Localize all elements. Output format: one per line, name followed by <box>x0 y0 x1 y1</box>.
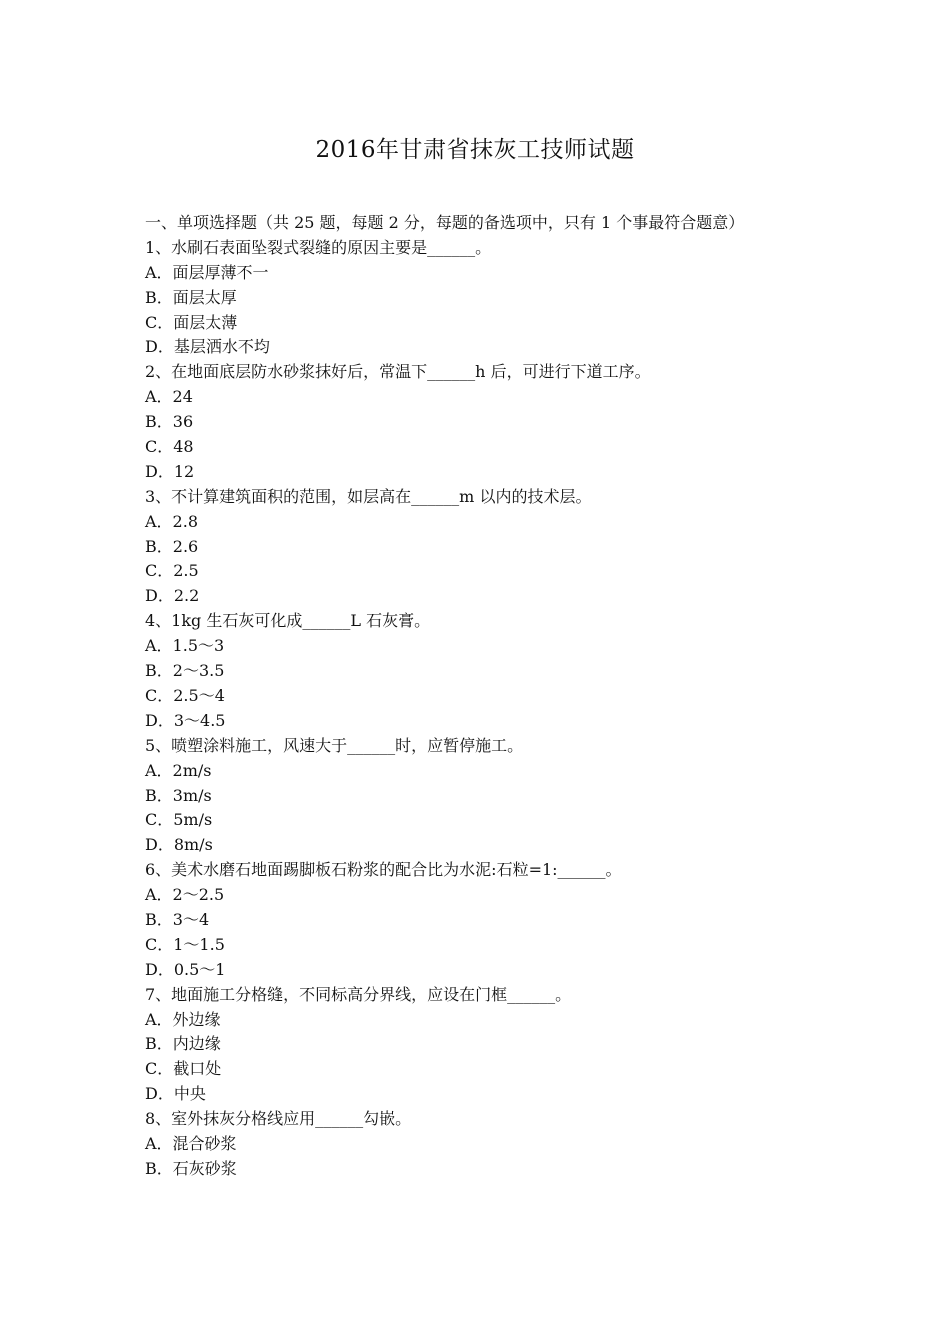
question-stem: 7、地面施工分格缝，不同标高分界线，应设在门框______。 <box>145 984 572 1004</box>
option-d: D．中央 <box>145 1084 206 1104</box>
question-6 <box>145 858 810 982</box>
option-b: B．2～3.5 <box>145 661 225 681</box>
question-4 <box>145 609 810 733</box>
option-a: A．外边缘 <box>145 1009 221 1029</box>
question-stem: 2、在地面底层防水砂浆抹好后，常温下______h 后，可进行下道工序。 <box>145 362 651 382</box>
option-c: C．2.5～4 <box>145 685 225 705</box>
option-d: D．2.2 <box>145 586 200 606</box>
option-b: B．面层太厚 <box>145 287 237 307</box>
question-stem: 1、水刷石表面坠裂式裂缝的原因主要是______。 <box>145 237 492 257</box>
question-8 <box>145 1107 810 1182</box>
option-c: C．48 <box>145 437 194 457</box>
question-stem: 3、不计算建筑面积的范围，如层高在______m 以内的技术层。 <box>145 486 592 506</box>
question-stem: 6、美术水磨石地面踢脚板石粉浆的配合比为水泥:石粒=1:______。 <box>145 860 622 880</box>
section-heading: 一、单项选择题（共 25 题，每题 2 分，每题的备选项中，只有 1 个事最符合题意） <box>145 213 745 232</box>
option-b: B．石灰砂浆 <box>145 1158 237 1178</box>
option-b: B．36 <box>145 412 194 432</box>
question-1 <box>145 236 810 360</box>
option-a: A．1.5～3 <box>145 636 225 656</box>
question-list <box>145 211 810 1182</box>
option-a: A．面层厚薄不一 <box>145 262 269 282</box>
option-d: D．12 <box>145 461 195 481</box>
question-7 <box>145 983 810 1107</box>
option-c: C．截口处 <box>145 1059 222 1079</box>
option-c: C．1～1.5 <box>145 934 225 954</box>
option-c: C．2.5 <box>145 561 199 581</box>
option-a: A．2m/s <box>145 760 212 780</box>
document-title: 2016年甘肃省抹灰工技师试题 <box>315 137 635 163</box>
option-d: D．3～4.5 <box>145 710 226 730</box>
option-c: C．5m/s <box>145 810 213 830</box>
question-2 <box>145 360 810 484</box>
option-b: B．内边缘 <box>145 1034 221 1054</box>
question-3 <box>145 485 810 609</box>
option-a: A．24 <box>145 387 193 407</box>
option-b: B．2.6 <box>145 536 199 556</box>
option-a: A．2～2.5 <box>145 885 225 905</box>
option-d: D．0.5～1 <box>145 959 226 979</box>
question-5 <box>145 734 810 858</box>
option-d: D．基层洒水不均 <box>145 337 270 357</box>
option-a: A．混合砂浆 <box>145 1133 237 1153</box>
question-stem: 5、喷塑涂料施工，风速大于______时，应暂停施工。 <box>145 735 524 755</box>
question-stem: 4、1kg 生石灰可化成______L 石灰膏。 <box>145 611 431 631</box>
option-d: D．8m/s <box>145 835 213 855</box>
option-b: B．3m/s <box>145 785 212 805</box>
option-a: A．2.8 <box>145 511 199 531</box>
option-b: B．3～4 <box>145 909 210 929</box>
question-stem: 8、室外抹灰分格线应用______勾嵌。 <box>145 1109 412 1129</box>
option-c: C．面层太薄 <box>145 312 238 332</box>
